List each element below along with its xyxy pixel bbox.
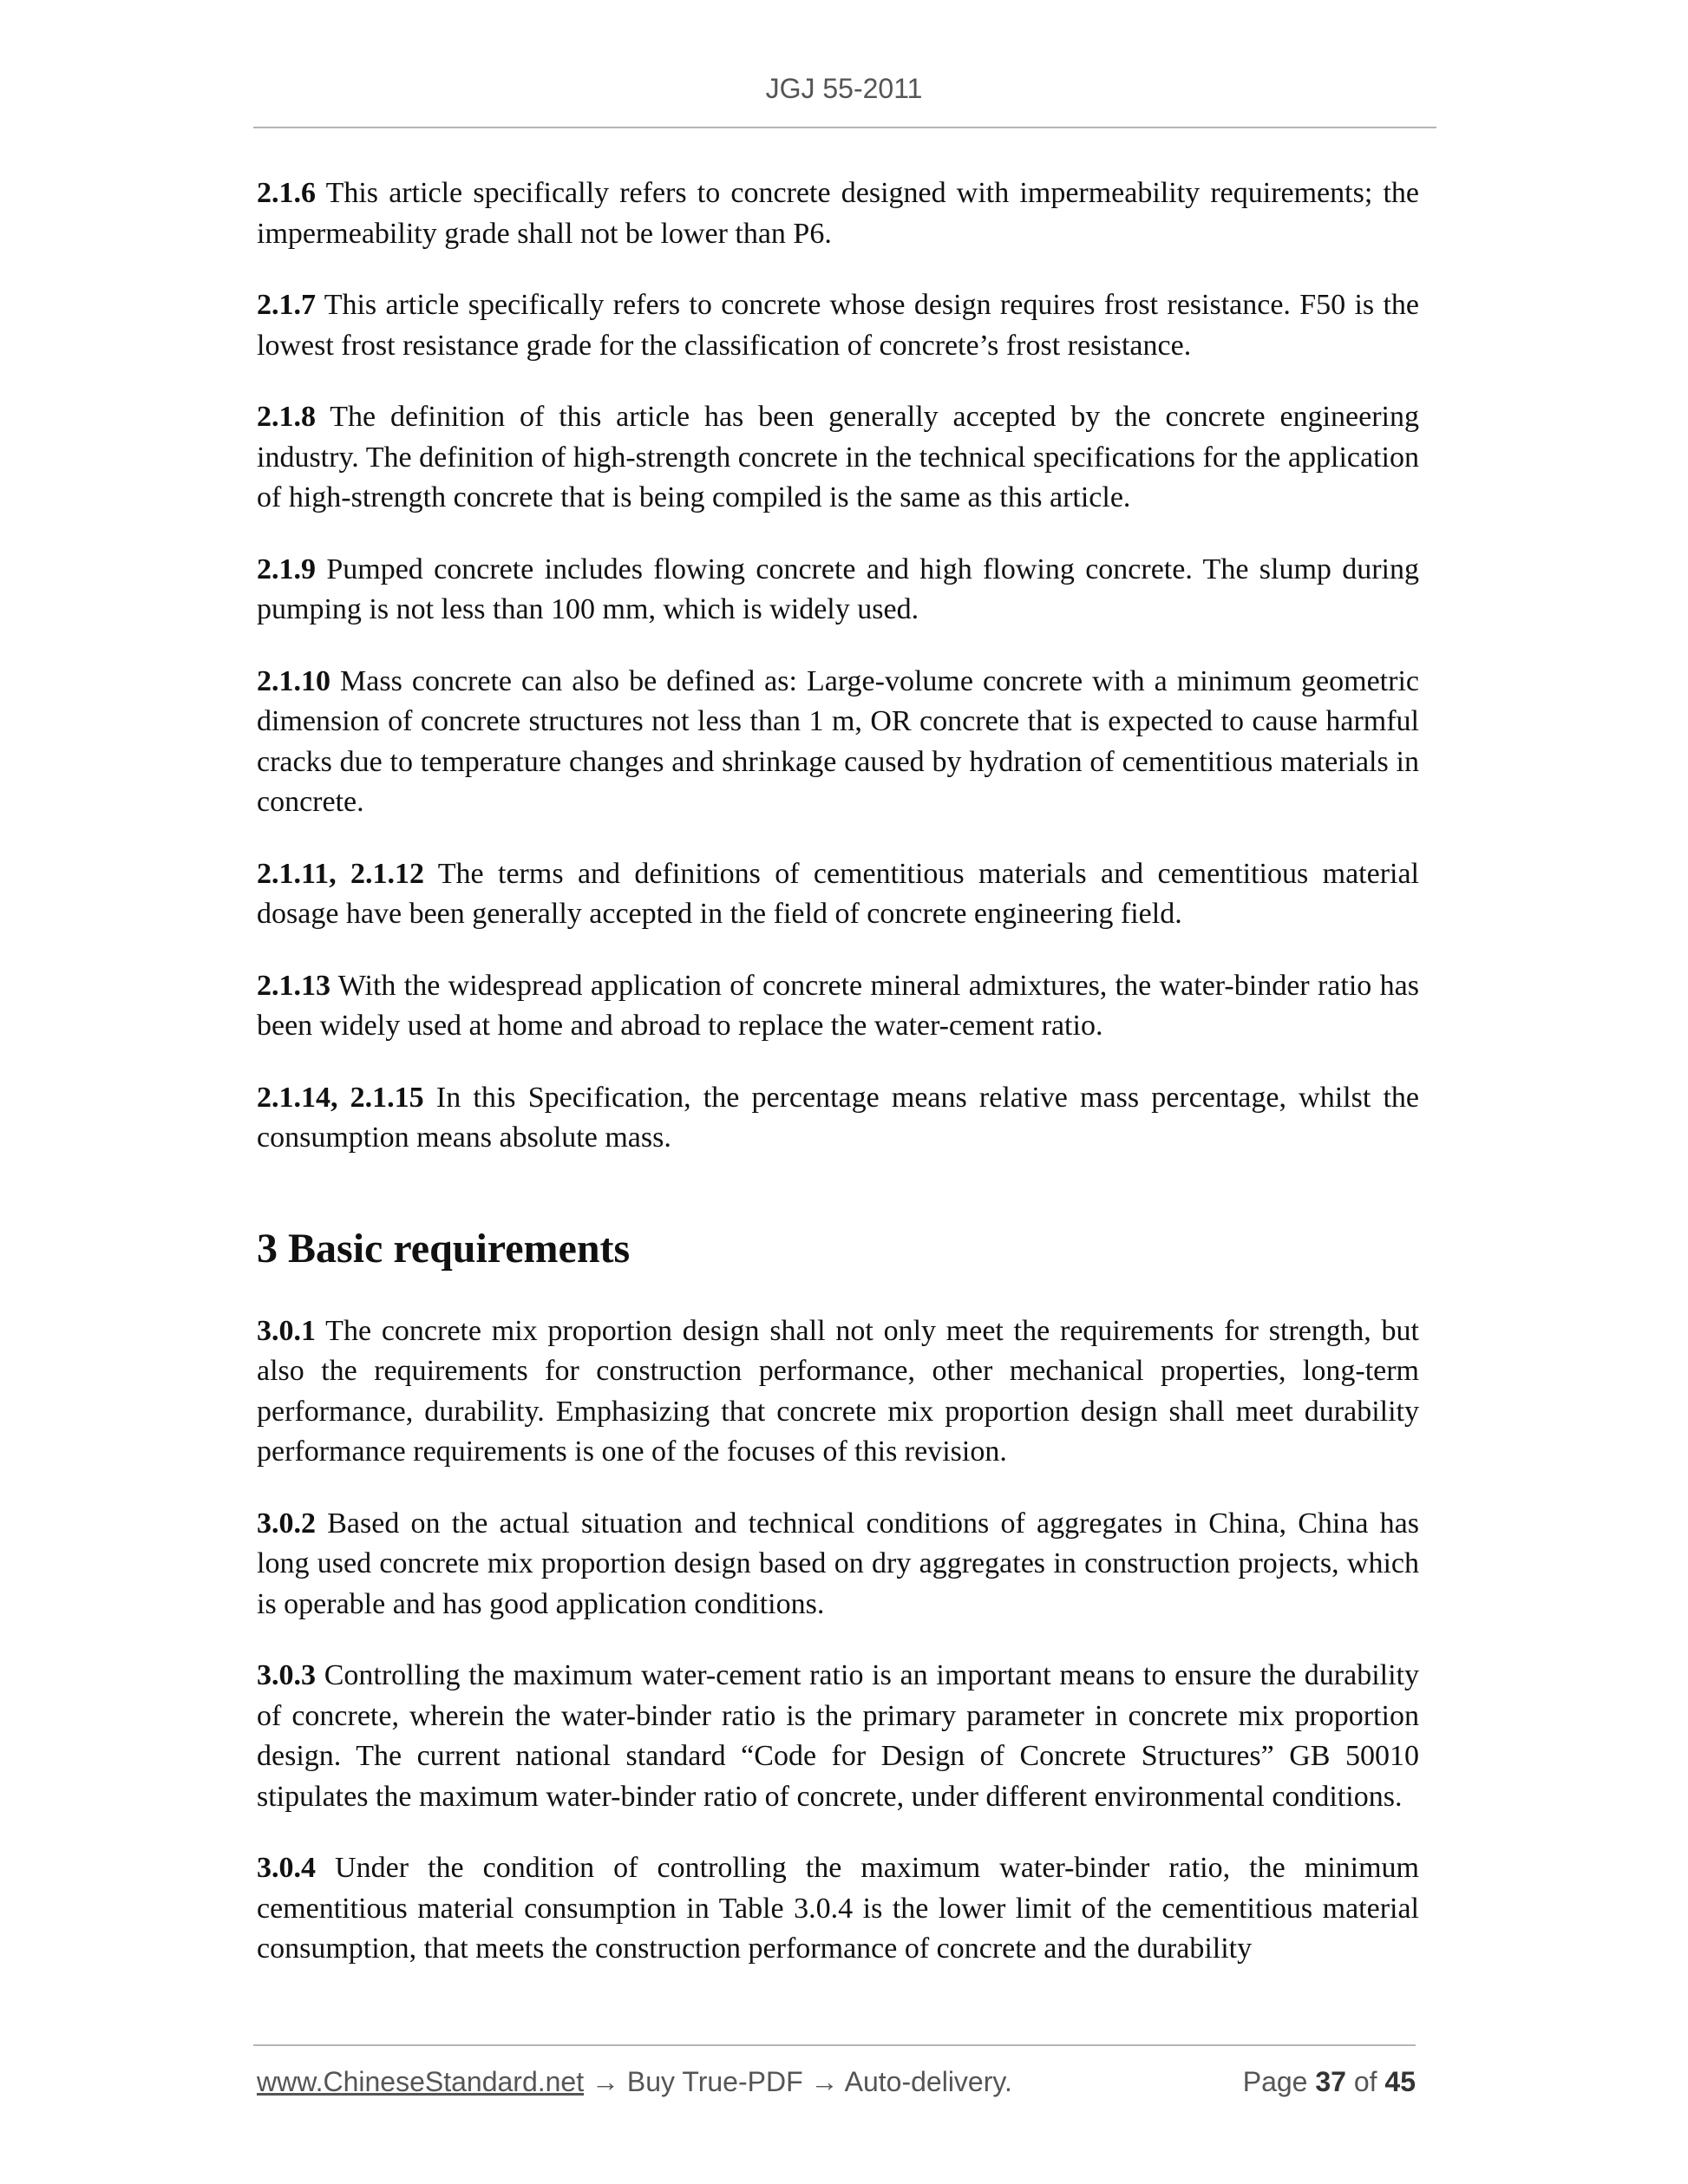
total-pages: 45: [1384, 2066, 1416, 2097]
clause-text: This article specifically refers to concrete whose design requires frost resistance. F50 is the lowest frost resistance grade for the classification of concrete’s frost resistance.: [257, 289, 1419, 362]
clause-3-0-1: [257, 1311, 1419, 1473]
footer-divider: [253, 2044, 1416, 2046]
clause-number: 3.0.2: [257, 1507, 316, 1540]
clause-text: The terms and definitions of cementitious materials and cementitious material dosage have been generally accepted in the field of concrete engineering field.: [257, 857, 1420, 930]
clause-2-1-11-12: [257, 854, 1419, 935]
header-divider: [253, 127, 1436, 128]
clause-text: Controlling the maximum water-cement ratio is an important means to ensure the durability of concrete, wherein the water-binder ratio is the primary parameter in concrete mix proportion design. The current national standard “Code for Design of Concrete Structures” GB 50010 stipulates the maximum water-binder ratio of concrete, under different environmental conditions.: [257, 1659, 1419, 1813]
clause-3-0-3: [257, 1656, 1419, 1817]
clause-2-1-6: [257, 173, 1419, 254]
clause-number: 3.0.3: [257, 1659, 316, 1691]
clause-text: Pumped concrete includes flowing concrete and high flowing concrete. The slump during pumping is not less than 100 mm, which is widely used.: [257, 553, 1419, 625]
website-link[interactable]: www.ChineseStandard.net: [257, 2066, 585, 2097]
clause-text: The concrete mix proportion design shall not only meet the requirements for strength, but also the requirements for construction performance, other mechanical properties, long-term performance, durability. Emphasizing that concrete mix proportion design shall meet durability performance requirements is one of the focuses of this revision.: [257, 1314, 1419, 1468]
page-indicator: [1243, 2066, 1416, 2098]
clause-2-1-13: [257, 966, 1419, 1047]
of-label: of: [1345, 2066, 1385, 2097]
clause-number: 2.1.14, 2.1.15: [257, 1081, 424, 1114]
footer-promo-text: → Buy True-PDF → Auto-delivery.: [584, 2066, 1012, 2097]
document-header-title: JGJ 55-2011: [765, 73, 923, 104]
clause-3-0-2: [257, 1504, 1419, 1625]
clause-text: With the widespread application of concrete mineral admixtures, the water-binder ratio has been widely used at home and abroad to replace the water-cement ratio.: [257, 969, 1419, 1042]
clause-3-0-4: [257, 1848, 1419, 1970]
clause-number: 2.1.6: [257, 177, 316, 209]
clause-2-1-7: [257, 285, 1419, 366]
clause-number: 2.1.7: [257, 289, 316, 321]
clause-number: 2.1.9: [257, 553, 316, 585]
clause-text: The definition of this article has been generally accepted by the concrete engineering industry. The definition of high-strength concrete in the technical specifications for the application of high-strength concrete that is being compiled is the same as this article.: [257, 401, 1419, 513]
page-label: Page: [1242, 2066, 1316, 2097]
clause-2-1-10: [257, 662, 1419, 823]
section-heading: 3 Basic requirements: [257, 1225, 631, 1272]
clause-2-1-9: [257, 550, 1419, 631]
clause-text: In this Specification, the percentage means relative mass percentage, whilst the consumption means absolute mass.: [257, 1081, 1419, 1154]
clause-number: 3.0.4: [257, 1852, 316, 1884]
clause-text: Mass concrete can also be defined as: Large-volume concrete with a minimum geometric dimension of concrete structures not less than 1 m, OR concrete that is expected to cause harmful cracks due to temperature changes and shrinkage caused by hydration of cementitious materials in concrete.: [257, 664, 1419, 818]
footer-promo: [257, 2066, 1012, 2098]
clause-text: Under the condition of controlling the maximum water-binder ratio, the minimum cementitious material consumption in Table 3.0.4 is the lower limit of the cementitious material consumption, that meets the construction performance of concrete and the durability: [257, 1852, 1419, 1965]
clause-2-1-8: [257, 397, 1419, 519]
clause-number: 2.1.10: [257, 664, 330, 697]
clause-number: 3.0.1: [257, 1314, 316, 1347]
clause-number: 2.1.13: [257, 969, 330, 1002]
document-body: [257, 173, 1419, 2001]
page-number: 37: [1315, 2066, 1346, 2097]
clause-2-1-14-15: [257, 1078, 1419, 1159]
clause-text: Based on the actual situation and technical conditions of aggregates in China, China has long used concrete mix proportion design based on dry aggregates in construction projects, which is operable and has good application conditions.: [257, 1507, 1419, 1620]
clause-number: 2.1.11, 2.1.12: [257, 857, 425, 890]
clause-number: 2.1.8: [257, 401, 316, 433]
clause-text: This article specifically refers to concrete designed with impermeability requirements; the impermeability grade shall not be lower than P6.: [257, 177, 1419, 250]
